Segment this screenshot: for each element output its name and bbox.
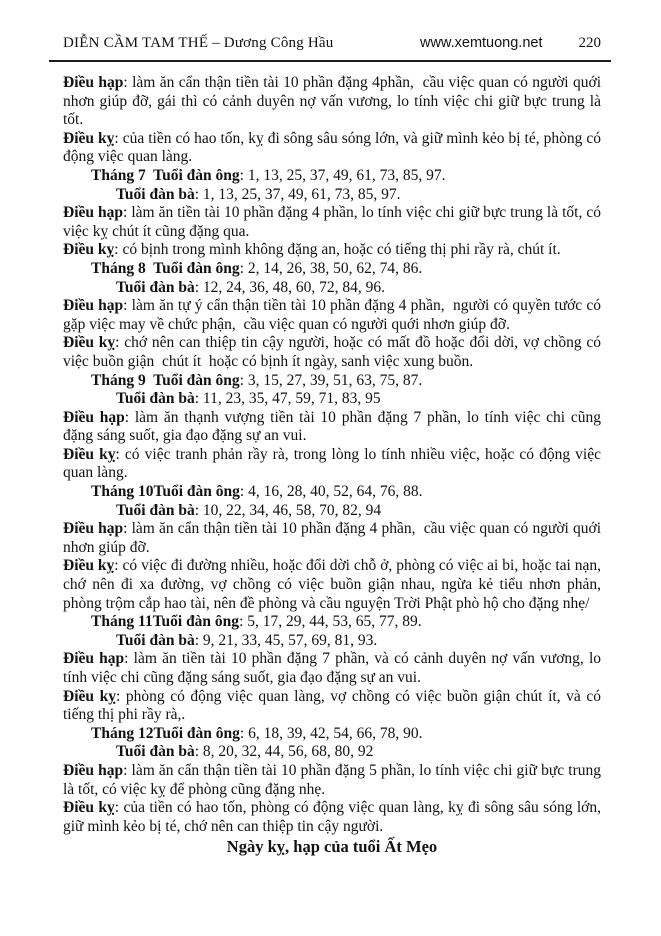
entry-label: Điều kỵ bbox=[63, 334, 116, 352]
entry-text: của tiền có hao tốn, kỵ đi sông sâu sóng lớn, và giữ mình kẻo bị té, phòng có động việc quan làng. bbox=[63, 129, 605, 166]
female-ages-line bbox=[63, 743, 601, 762]
female-ages-line bbox=[63, 390, 601, 409]
female-numbers: 9, 21, 33, 45, 57, 69, 81, 93. bbox=[202, 631, 378, 649]
label-separator: : bbox=[123, 74, 133, 91]
entry-label: Điều kỵ bbox=[63, 445, 116, 463]
entry-text: làm ăn cẩn thận tiền tài 10 phần đặng 4 phần, cầu việc quan có người quới nhơn giúp đỡ. bbox=[63, 520, 605, 556]
label-separator: : bbox=[123, 297, 132, 315]
female-label: Tuổi đàn bà bbox=[116, 390, 195, 408]
entry-label: Điều kỵ bbox=[63, 129, 115, 147]
entry-label: Điều kỵ bbox=[63, 799, 115, 817]
entry-dieu-hap bbox=[63, 761, 605, 799]
female-numbers: 8, 20, 32, 44, 56, 68, 80, 92 bbox=[202, 743, 374, 761]
label-separator: : bbox=[239, 371, 248, 389]
month-label: Tháng 8 Tuổi đàn ông bbox=[91, 259, 240, 277]
month-line bbox=[63, 725, 601, 744]
label-separator: : bbox=[115, 687, 126, 705]
entry-text: có việc tranh phản rầy rà, trong lòng lo tính nhiều việc, hoặc có động việc quan làng. bbox=[63, 445, 605, 482]
label-separator: : bbox=[239, 724, 249, 742]
month-label: Tháng 9 Tuổi đàn ông bbox=[91, 371, 240, 389]
entry-text: làm ăn tự ý cẩn thận tiền tài 10 phần đặng 4 phần, người có quyền tước có gặp việc may về chức phận, cầu việc quan có người quới nhơn giúp đỡ. bbox=[63, 297, 605, 333]
entry-label: Điều kỵ bbox=[63, 241, 115, 259]
label-separator: : bbox=[124, 650, 134, 668]
label-separator: : bbox=[239, 259, 248, 277]
label-separator: : bbox=[124, 408, 135, 426]
section-heading: Ngày kỵ, hạp của tuổi Ất Mẹo bbox=[226, 837, 438, 857]
entry-dieu-ky bbox=[63, 129, 605, 167]
month-numbers: 3, 15, 27, 39, 51, 63, 75, 87. bbox=[247, 371, 423, 389]
month-label: Tháng 12Tuổi đàn ông bbox=[91, 724, 240, 742]
label-separator: : bbox=[123, 204, 132, 222]
entry-dieu-ky bbox=[63, 557, 605, 613]
page-number: 220 bbox=[578, 35, 601, 51]
month-label: Tháng 10Tuổi đàn ông bbox=[91, 483, 240, 501]
label-separator: : bbox=[239, 613, 248, 631]
female-label: Tuổi đàn bà bbox=[116, 278, 195, 296]
month-line bbox=[63, 483, 601, 502]
website-text: www.xemtuong.net bbox=[419, 35, 543, 51]
female-label: Tuổi đàn bà bbox=[116, 743, 195, 761]
label-separator: : bbox=[114, 799, 124, 817]
entry-dieu-ky bbox=[63, 445, 605, 483]
entry-dieu-ky bbox=[63, 334, 605, 371]
entry-label: Điều hạp bbox=[63, 408, 125, 426]
entry-text: làm ăn tiền tài 10 phần đặng 4 phần, lo tính việc chi giữ bực trung là tốt, có việc kỵ chút ít cũng đặng qua. bbox=[63, 204, 605, 240]
month-numbers: 1, 13, 25, 37, 49, 61, 73, 85, 97. bbox=[247, 166, 446, 184]
entry-dieu-hap bbox=[63, 520, 605, 557]
female-label: Tuổi đàn bà bbox=[116, 185, 195, 203]
label-separator: : bbox=[194, 390, 203, 408]
month-numbers: 2, 14, 26, 38, 50, 62, 74, 86. bbox=[247, 259, 423, 277]
female-ages-line bbox=[63, 502, 601, 521]
header-right bbox=[420, 34, 601, 52]
month-label: Tháng 11Tuổi đàn ông bbox=[91, 613, 240, 631]
label-separator: : bbox=[194, 631, 203, 649]
label-separator: : bbox=[194, 278, 203, 296]
month-numbers: 4, 16, 28, 40, 52, 64, 76, 88. bbox=[248, 483, 423, 501]
label-separator: : bbox=[123, 761, 132, 779]
entry-text: làm ăn cẩn thận tiền tài 10 phần đặng 4phần, cầu việc quan có người quới nhơn giúp đỡ, gái thì có cảnh duyên nợ vấn vương, lo tính việc chi giữ bực trung là tốt. bbox=[63, 74, 605, 129]
entry-text: của tiền có hao tốn, phòng có động việc quan làng, kỵ đi sông sâu sóng lớn, giữ mình kẻo bị té, chớ nên can thiệp tin cậy người. bbox=[63, 799, 605, 835]
entry-text: làm ăn tiền tài 10 phần đặng 7 phần, và có cảnh duyên nợ vấn vương, lo tính việc chi cũng đặng sáng suốt, gia đạo đặng sự an vui. bbox=[63, 650, 605, 686]
entry-dieu-hap bbox=[63, 204, 605, 241]
page-header bbox=[63, 34, 601, 52]
month-numbers: 5, 17, 29, 44, 53, 65, 77, 89. bbox=[247, 613, 422, 631]
entry-label: Điều hạp bbox=[63, 204, 124, 222]
label-separator: : bbox=[114, 241, 123, 259]
label-separator: : bbox=[123, 520, 132, 538]
entry-label: Điều hạp bbox=[63, 520, 124, 538]
entry-dieu-ky bbox=[63, 799, 605, 836]
entry-label: Điều kỵ bbox=[63, 687, 116, 705]
entry-text: chớ nên can thiệp tin cậy người, hoặc có mất đồ hoặc đổi dời, vợ chồng có việc buồn giận chút ít hoặc có bịnh ít ngày, sanh việc xung buồn. bbox=[63, 334, 605, 370]
label-separator: : bbox=[194, 185, 203, 203]
month-line bbox=[63, 167, 601, 186]
month-label: Tháng 7 Tuổi đàn ông bbox=[91, 166, 240, 184]
female-numbers: 12, 24, 36, 48, 60, 72, 84, 96. bbox=[202, 278, 386, 296]
female-numbers: 1, 13, 25, 37, 49, 61, 73, 85, 97. bbox=[202, 185, 401, 203]
entry-text: phòng có động việc quan làng, vợ chồng có việc buồn giận chút ít, và có tiếng thị phi rầy rà,. bbox=[63, 687, 605, 724]
book-title: DIỄN CẦM TAM THẾ – Dương Công Hầu bbox=[63, 35, 334, 51]
entry-dieu-ky bbox=[63, 687, 605, 725]
entry-dieu-ky bbox=[63, 241, 601, 260]
entry-label: Điều kỵ bbox=[63, 557, 115, 575]
label-separator: : bbox=[239, 166, 248, 184]
female-label: Tuổi đàn bà bbox=[116, 501, 195, 519]
month-line bbox=[63, 613, 601, 632]
month-numbers: 6, 18, 39, 42, 54, 66, 78, 90. bbox=[248, 724, 423, 742]
female-ages-line bbox=[63, 632, 601, 651]
entry-dieu-hap bbox=[63, 408, 605, 446]
body-text bbox=[63, 74, 605, 857]
header-rule bbox=[49, 60, 611, 62]
female-numbers: 10, 22, 34, 46, 58, 70, 82, 94 bbox=[202, 501, 382, 519]
entry-dieu-hap bbox=[63, 74, 605, 130]
entry-text: làm ăn cẩn thận tiền tài 10 phần đặng 5 phần, lo tính việc chi giữ bực trung là tốt, có việc kỵ để phòng cũng đặng nhẹ. bbox=[63, 761, 605, 798]
label-separator: : bbox=[114, 557, 123, 575]
entry-label: Điều hạp bbox=[63, 761, 124, 779]
female-ages-line bbox=[63, 186, 601, 205]
entry-dieu-hap bbox=[63, 650, 605, 687]
entry-label: Điều hạp bbox=[63, 74, 124, 91]
label-separator: : bbox=[194, 501, 203, 519]
female-label: Tuổi đàn bà bbox=[116, 631, 195, 649]
entry-text: có việc đi đường nhiều, hoặc đổi dời chỗ ở, phòng có việc ai bi, hoặc tai nạn, chớ nên đi xa đường, vợ chồng có việc buồn giận nhau, ngừa kẻ tiểu nhơn phản, phòng trộm cắp hao tài, nên đề phòng và cầu nguyện Trời Phật phò hộ cho đặng nhẹ/ bbox=[63, 557, 605, 612]
label-separator: : bbox=[194, 743, 203, 761]
month-line bbox=[63, 260, 601, 279]
label-separator: : bbox=[115, 445, 125, 463]
female-ages-line bbox=[63, 279, 601, 298]
label-separator: : bbox=[239, 483, 249, 501]
label-separator: : bbox=[115, 334, 125, 352]
female-numbers: 11, 23, 35, 47, 59, 71, 83, 95 bbox=[202, 390, 381, 408]
entry-label: Điều hạp bbox=[63, 650, 125, 668]
entry-text: có bịnh trong mình không đặng an, hoặc có tiếng thị phi rầy rà, chút ít. bbox=[122, 241, 561, 259]
entry-text: làm ăn thạnh vượng tiền tài 10 phần đặng 7 phần, lo tính việc chi cũng đặng sáng suốt, gia đạo đặng sự an vui. bbox=[63, 408, 605, 445]
month-line bbox=[63, 372, 601, 391]
entry-dieu-hap bbox=[63, 297, 605, 334]
label-separator: : bbox=[114, 129, 123, 147]
entry-label: Điều hạp bbox=[63, 297, 124, 315]
